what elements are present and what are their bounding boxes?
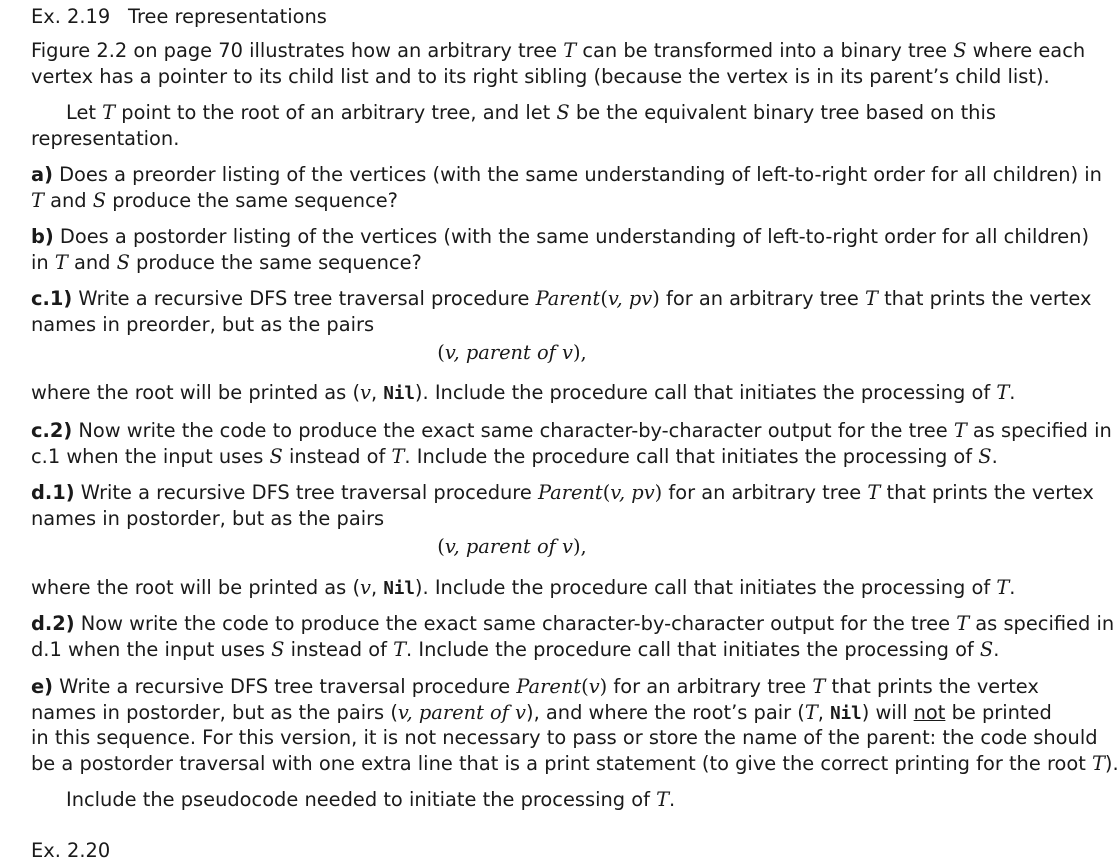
intro-line-2: vertex has a pointer to its child list and to its right sibling (because the vertex is in its parent’s child list). — [31, 65, 1050, 88]
question-c2-line-1: c.2) Now write the code to produce the exact same character-by-character output for the tree T as specified in — [31, 419, 1112, 442]
question-b-line-1: b) Does a postorder listing of the vertices (with the same understanding of left-to-right order for all children) — [31, 225, 1090, 248]
question-e-label: e) — [31, 675, 54, 698]
question-c1-label: c.1) — [31, 287, 73, 310]
question-e-line-1: e) Write a recursive DFS tree traversal procedure Parent(v) for an arbitrary tree T that prints the vertex — [31, 675, 1039, 698]
question-b-line-2: in T and S produce the same sequence? — [31, 251, 422, 274]
question-c2-line-2: c.1 when the input uses S instead of T. Include the procedure call that initiates the processing of S. — [31, 445, 998, 468]
question-d1-line-1: d.1) Write a recursive DFS tree traversal procedure Parent(v, pv) for an arbitrary tree T that prints the vertex — [31, 481, 1094, 504]
not-emphasis: not — [913, 701, 946, 724]
question-c1-line-2: names in preorder, but as the pairs — [31, 313, 375, 336]
question-c1-line-1: c.1) Write a recursive DFS tree traversal procedure Parent(v, pv) for an arbitrary tree T that prints the vertex — [31, 287, 1092, 310]
question-a-line-2: T and S produce the same sequence? — [31, 189, 398, 212]
question-d2-line-2: d.1 when the input uses S instead of T. Include the procedure call that initiates the processing of S. — [31, 638, 1000, 661]
question-e-line-5: Include the pseudocode needed to initiate the processing of T. — [66, 788, 676, 811]
question-d2-label: d.2) — [31, 612, 75, 635]
question-d1-line-2: names in postorder, but as the pairs — [31, 507, 385, 530]
exercise-heading — [31, 4, 984, 30]
question-c2-label: c.2) — [31, 419, 73, 442]
question-b-label: b) — [31, 225, 54, 248]
question-d1-label: d.1) — [31, 481, 75, 504]
setup-line-2: representation. — [31, 127, 180, 150]
setup-line-1: Let T point to the root of an arbitrary tree, and let S be the equivalent binary tree based on this — [66, 101, 996, 124]
question-e-line-2: names in postorder, but as the pairs (v, parent of v), and where the root’s pair (T, Nil) will not be printed — [31, 701, 1052, 724]
question-e-line-3: in this sequence. For this version, it is not necessary to pass or store the name of the parent: the code should — [31, 726, 1098, 749]
question-d1-formula: (v, parent of v), — [437, 535, 587, 558]
intro-line-1: Figure 2.2 on page 70 illustrates how an arbitrary tree T can be transformed into a binary tree S where each — [31, 39, 1086, 62]
question-a-label: a) — [31, 163, 53, 186]
exercise-number: Ex. 2.19 — [31, 5, 111, 28]
question-c1-line-3: where the root will be printed as (v, Nil). Include the procedure call that initiates the processing of T. — [31, 381, 1016, 404]
question-d1-line-3: where the root will be printed as (v, Nil). Include the procedure call that initiates the processing of T. — [31, 576, 1016, 599]
question-c1-formula: (v, parent of v), — [437, 341, 587, 364]
exercise-title: Tree representations — [128, 5, 327, 28]
question-d2-line-1: d.2) Now write the code to produce the exact same character-by-character output for the tree T as specified in — [31, 612, 1115, 635]
next-exercise-heading: Ex. 2.20 — [31, 839, 111, 862]
question-a-line-1: a) Does a preorder listing of the vertices (with the same understanding of left-to-right order for all children) in — [31, 163, 1102, 186]
question-e-line-4: be a postorder traversal with one extra line that is a print statement (to give the correct printing for the root T). — [31, 752, 1119, 775]
